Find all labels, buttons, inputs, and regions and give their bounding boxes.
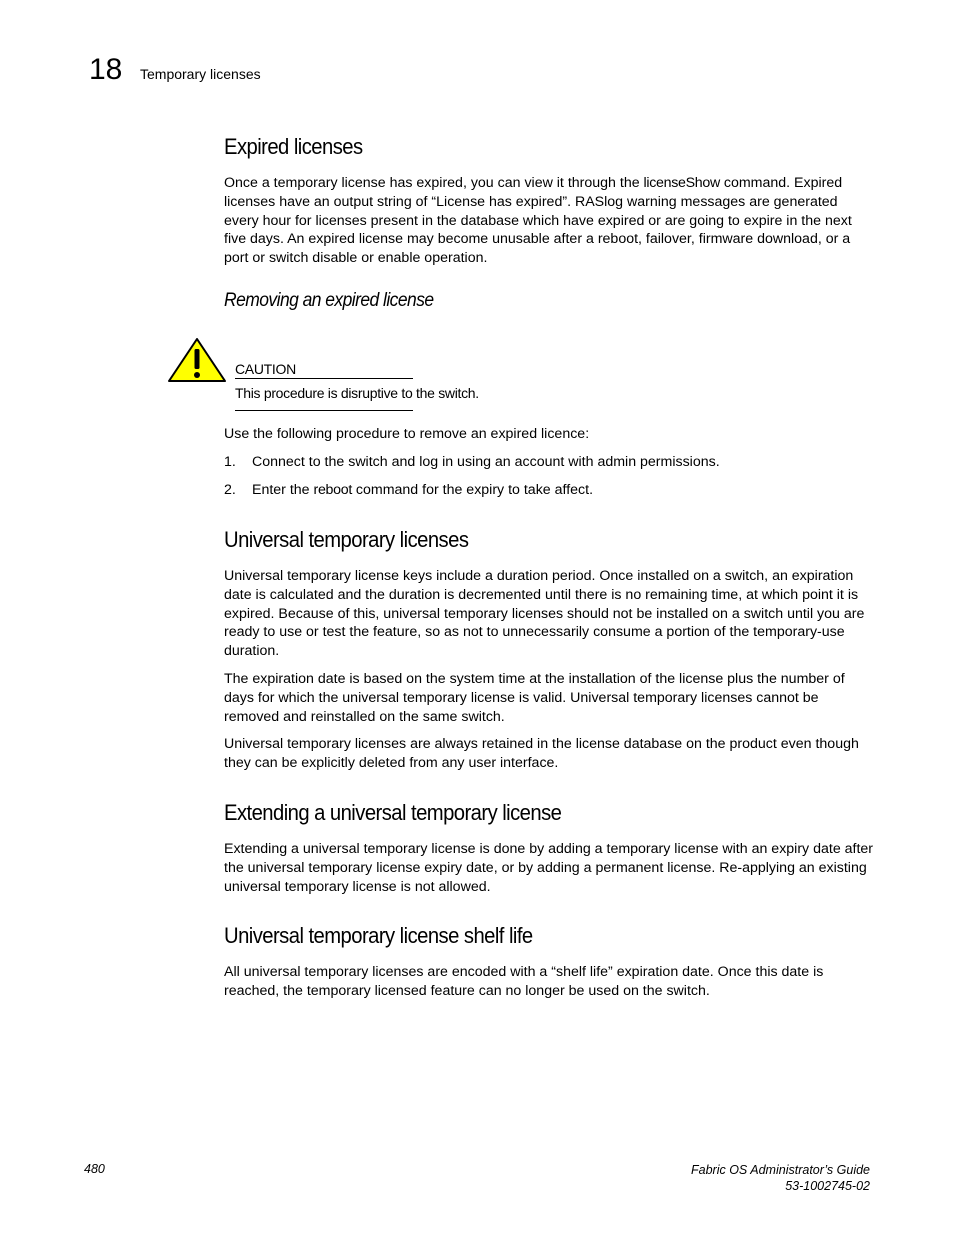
paragraph-expired xyxy=(224,174,874,268)
paragraph-expired-pre: Once a temporary license has expired, you can view it through the xyxy=(224,175,644,191)
chapter-number: 18 xyxy=(89,53,123,86)
procedure-intro: Use the following procedure to remove an expired licence: xyxy=(224,426,590,442)
paragraph-universal-3: Universal temporary licenses are always retained in the license database on the product even though they can be explicitly deleted from any user interface. xyxy=(224,736,859,771)
command-reboot: reboot xyxy=(313,482,352,498)
command-licenseshow: licenseShow xyxy=(643,175,720,191)
paragraph-shelf-life: All universal temporary licenses are encoded with a “shelf life” expiration date. Once this date is reached, the temporary licensed feature can no longer be used on the switch. xyxy=(224,964,824,999)
chapter-title: Temporary licenses xyxy=(140,66,261,82)
caution-label: CAUTION xyxy=(235,361,296,377)
step-number: 1. xyxy=(224,454,236,470)
guide-title: Fabric OS Administrator’s Guide xyxy=(691,1163,870,1177)
step-text: Connect to the switch and log in using an account with admin permissions. xyxy=(252,454,720,470)
step-text-post: command for the expiry to take affect. xyxy=(351,482,594,498)
paragraph-extending: Extending a universal temporary license is done by adding a temporary license with an expiry date after the universal temporary license expiry date, or by adding a permanent license. Re-applying an existing universal temporary license is not allowed. xyxy=(224,841,874,895)
procedure-step-1 xyxy=(224,453,720,471)
caution-rule-top xyxy=(235,378,413,379)
heading-expired-licenses: Expired licenses xyxy=(224,134,363,159)
footer-doc-info xyxy=(691,1162,870,1194)
heading-universal-temporary-licenses: Universal temporary licenses xyxy=(224,527,469,552)
procedure-step-2 xyxy=(224,481,593,499)
caution-rule-bottom xyxy=(235,410,413,411)
paragraph-expired-post: command. Expired licenses have an output string of “License has expired”. RASlog warning messages are generated every hour for licenses present in the database which have expired or are going to expire in the next five days. An expired license may become unusable after a reboot, failover, firmware download, or a port or switch disable or enable operation. xyxy=(224,175,852,267)
doc-number: 53-1002745-02 xyxy=(785,1179,870,1193)
page-number: 480 xyxy=(84,1162,105,1176)
paragraph-universal-1: Universal temporary license keys include a duration period. Once installed on a switch, an expiration date is calculated and the duration is decremented until there is no remaining time, at which point it is expired. Because of this, universal temporary licenses should not be installed on a switch until you are ready to use or test the feature, so as not to unnecessarily consume a portion of the temporary-use duration. xyxy=(224,568,865,660)
step-number: 2. xyxy=(224,482,236,498)
step-text-pre: Enter the xyxy=(252,482,314,498)
heading-shelf-life: Universal temporary license shelf life xyxy=(224,923,533,948)
heading-removing-expired-license: Removing an expired license xyxy=(224,290,434,311)
heading-extending-license: Extending a universal temporary license xyxy=(224,800,562,825)
caution-text: This procedure is disruptive to the switch. xyxy=(235,385,479,401)
paragraph-universal-2: The expiration date is based on the system time at the installation of the license plus the number of days for which the universal temporary license is valid. Universal temporary licenses cannot be removed and reinstalled on the same switch. xyxy=(224,671,845,725)
caution-warning-icon xyxy=(167,337,227,383)
caution-box xyxy=(235,360,479,411)
